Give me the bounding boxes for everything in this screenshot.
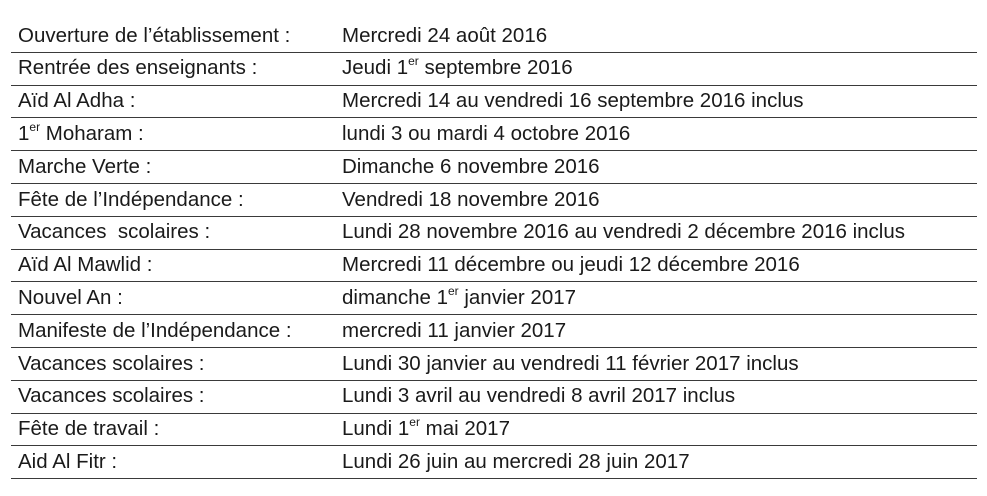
calendar-row-vacation-1 — [11, 217, 977, 250]
calendar-row-independence-day — [11, 184, 977, 217]
event-date: lundi 3 ou mardi 4 octobre 2016 — [342, 122, 631, 146]
event-date: Lundi 30 janvier au vendredi 11 février 2017 inclus — [342, 351, 799, 375]
event-date: mercredi 11 janvier 2017 — [342, 318, 567, 342]
event-label: Fête de travail : — [18, 417, 160, 441]
calendar-row-aid-al-mawlid — [11, 250, 977, 283]
calendar-row-vacation-2 — [11, 348, 977, 381]
calendar-row-aid-al-adha — [11, 86, 977, 119]
calendar-row-vacation-3 — [11, 381, 977, 414]
event-label: Marche Verte : — [18, 154, 152, 178]
calendar-row-new-year — [11, 282, 977, 315]
event-label: Vacances scolaires : — [18, 351, 205, 375]
calendar-row-moharam — [11, 118, 977, 151]
calendar-row-green-march — [11, 151, 977, 184]
event-label: Manifeste de l’Indépendance : — [18, 318, 292, 342]
event-date: Vendredi 18 novembre 2016 — [342, 187, 600, 211]
event-label: Ouverture de l’établissement : — [18, 23, 291, 47]
event-label: 1er Moharam : — [18, 120, 144, 146]
event-date: Lundi 3 avril au vendredi 8 avril 2017 inclus — [342, 384, 736, 408]
event-date: Mercredi 11 décembre ou jeudi 12 décembre 2016 — [342, 253, 800, 277]
event-date: Mercredi 14 au vendredi 16 septembre 2016 inclus — [342, 89, 804, 113]
event-label: Vacances scolaires : — [18, 384, 205, 408]
event-date: Lundi 26 juin au mercredi 28 juin 2017 — [342, 450, 690, 473]
school-calendar-table — [11, 20, 977, 479]
event-label: Fête de l’Indépendance : — [18, 187, 244, 211]
event-label: Rentrée des enseignants : — [18, 56, 258, 80]
calendar-row-labour-day — [11, 414, 977, 447]
event-label: Aïd Al Adha : — [18, 89, 136, 113]
event-date: Dimanche 6 novembre 2016 — [342, 154, 600, 178]
calendar-row-teachers-return — [11, 53, 977, 86]
event-label: Aïd Al Mawlid : — [18, 253, 153, 277]
event-label: Nouvel An : — [18, 286, 123, 310]
calendar-row-aid-al-fitr — [11, 446, 977, 479]
calendar-row-independence-manifesto — [11, 315, 977, 348]
event-date: Lundi 28 novembre 2016 au vendredi 2 décembre 2016 inclus — [342, 220, 905, 244]
event-date: Mercredi 24 août 2016 — [342, 23, 548, 47]
event-label: Vacances scolaires : — [18, 220, 211, 244]
event-label: Aid Al Fitr : — [18, 450, 118, 473]
event-date: Jeudi 1er septembre 2016 — [342, 54, 573, 80]
event-date: dimanche 1er janvier 2017 — [342, 284, 577, 310]
calendar-row-opening — [11, 20, 977, 53]
event-date: Lundi 1er mai 2017 — [342, 415, 510, 441]
